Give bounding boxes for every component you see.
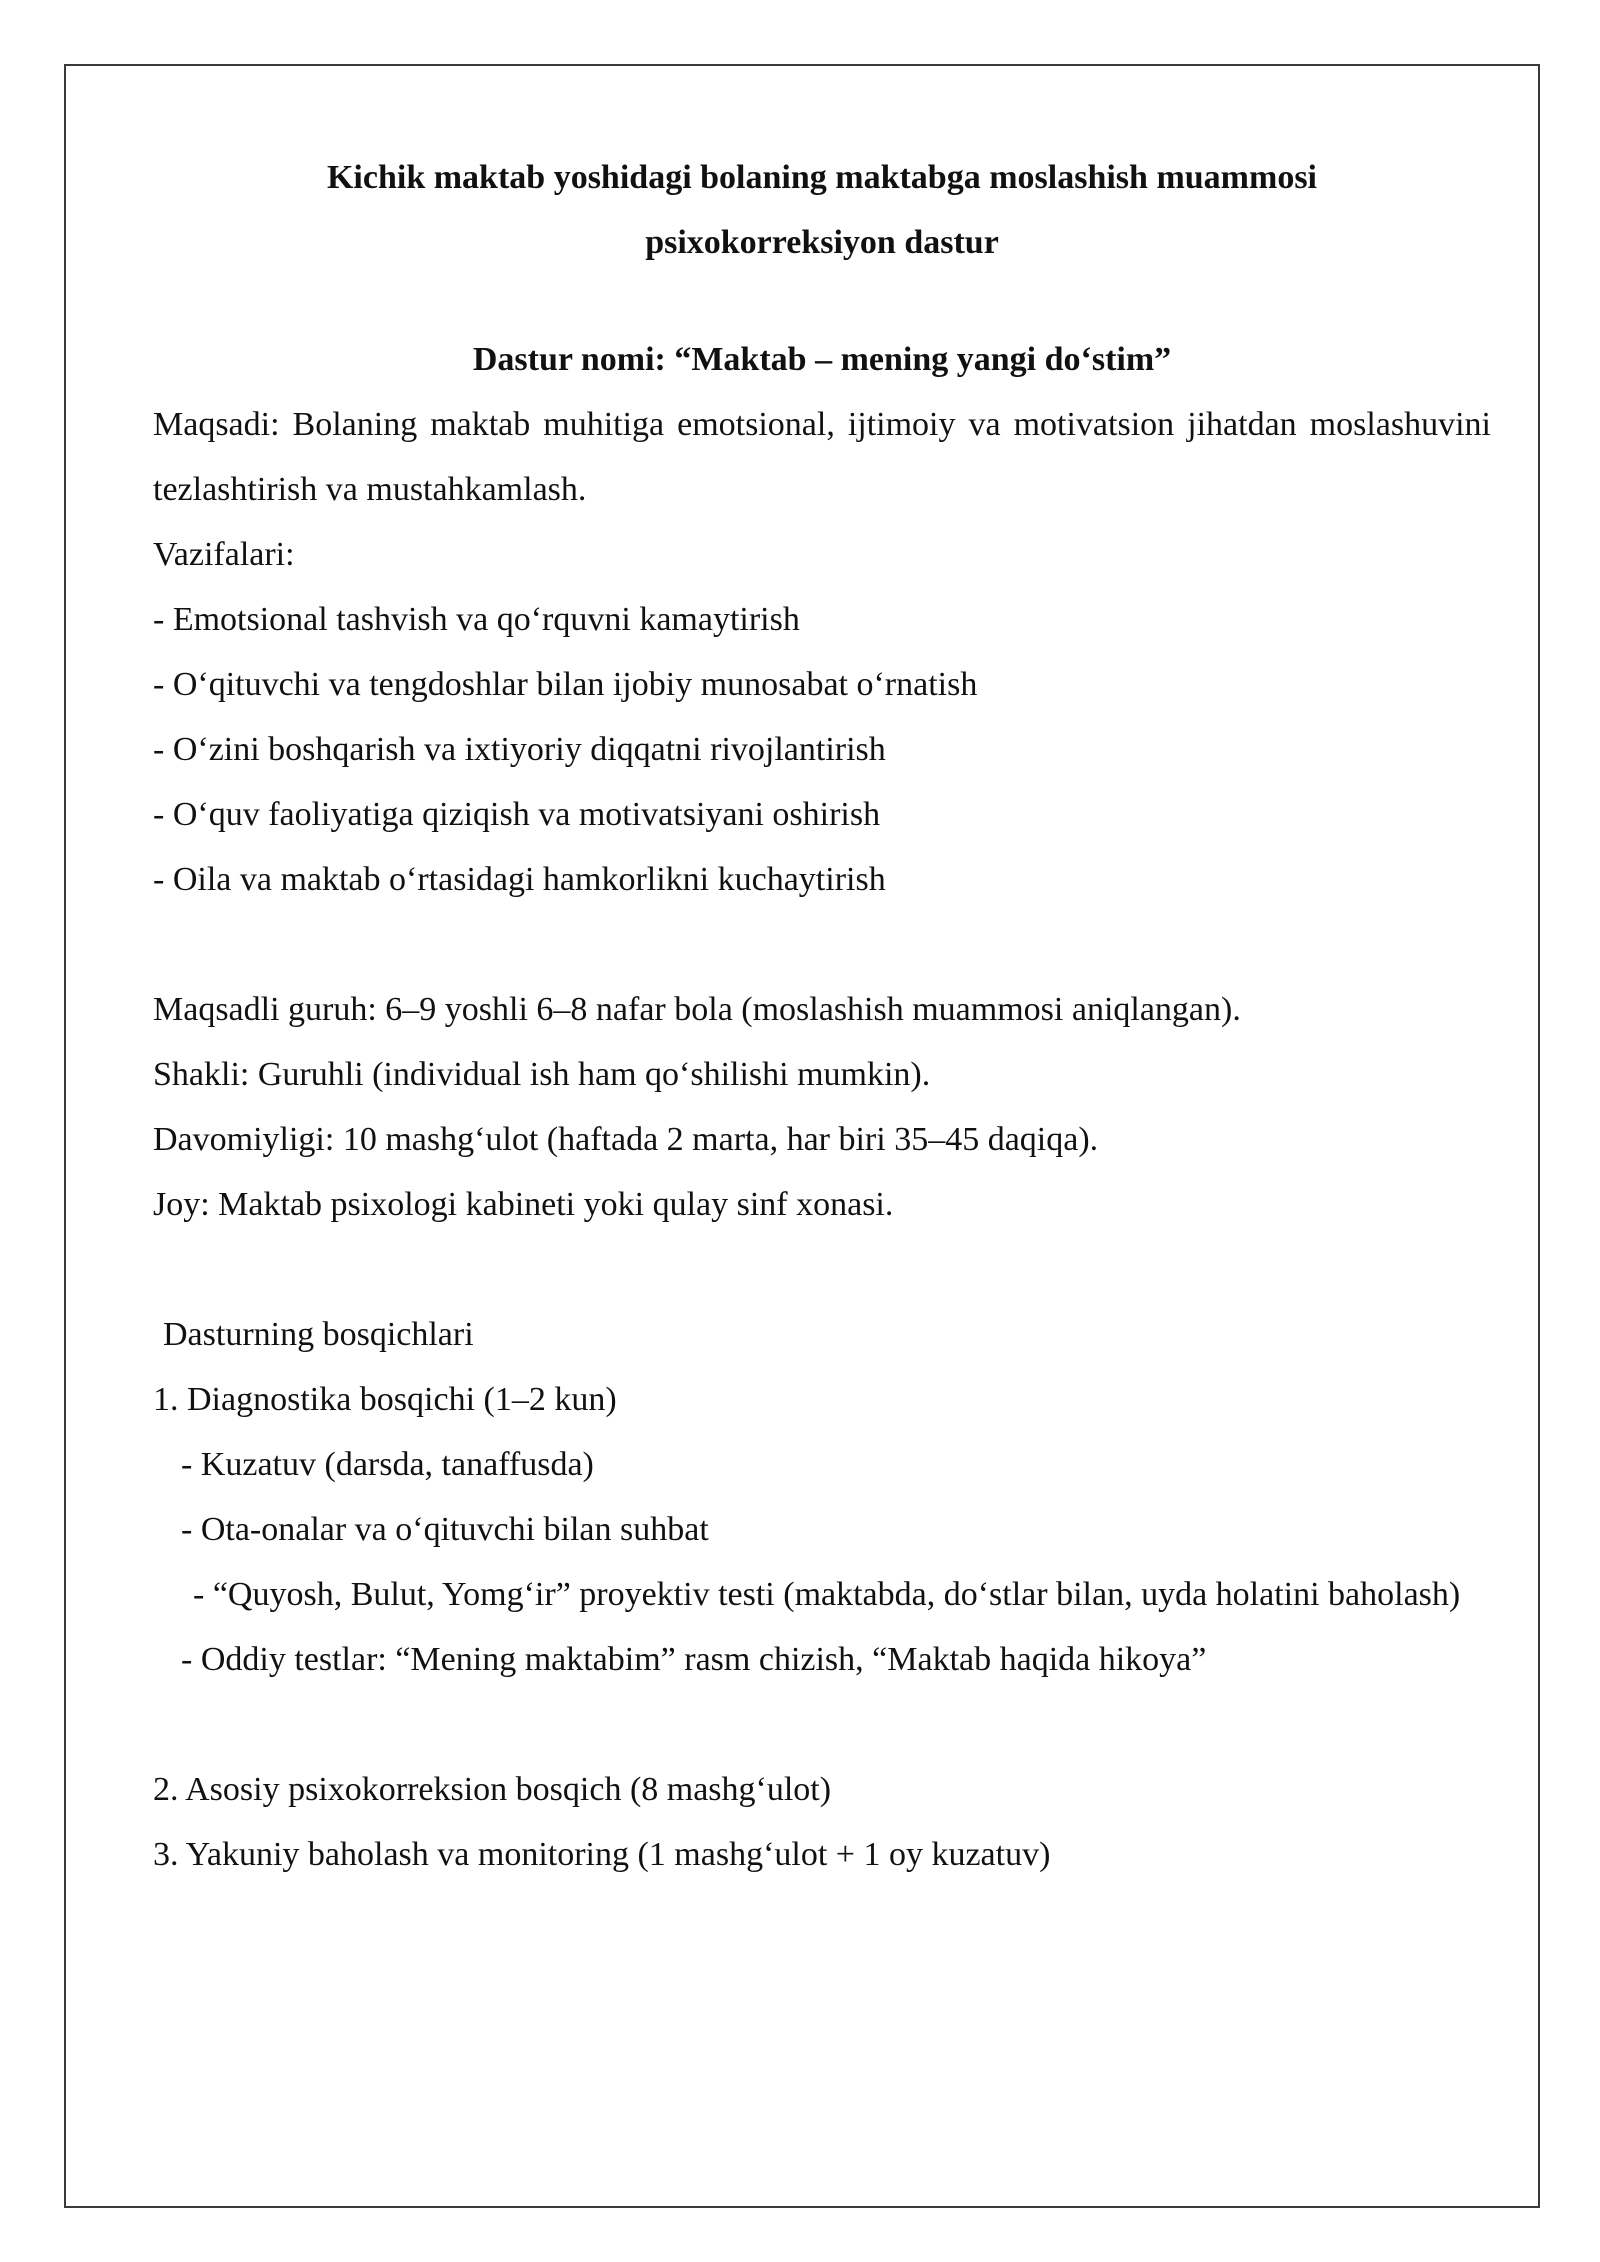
stage-1-simple-tests: - Oddiy testlar: “Mening maktabim” rasm chizish, “Maktab haqida hikoya” — [181, 1641, 1207, 1678]
spacer — [153, 275, 1491, 327]
stages-heading: Dasturning bosqichlari — [163, 1316, 474, 1353]
spacer — [153, 912, 1491, 977]
document-body — [153, 145, 1491, 1887]
stage-1: 1. Diagnostika bosqichi (1–2 kun) — [153, 1381, 617, 1418]
stage-1-projective-test: - “Quyosh, Bulut, Yomg‘ir” proyektiv testi (maktabda, do‘stlar bilan, uyda holatini baholash) — [193, 1576, 1461, 1613]
goal-paragraph: Maqsadi: Bolaning maktab muhitiga emotsional, ijtimoiy va motivatsion jihatdan moslashuvini tezlashtirish va mustahkamlash. — [153, 406, 1491, 508]
program-place: Joy: Maktab psixologi kabineti yoki qulay sinf xonasi. — [153, 1186, 894, 1223]
stage-2: 2. Asosiy psixokorreksion bosqich (8 mashg‘ulot) — [153, 1771, 832, 1808]
stage-3: 3. Yakuniy baholash va monitoring (1 mashg‘ulot + 1 oy kuzatuv) — [153, 1836, 1051, 1873]
tasks-heading: Vazifalari: — [153, 536, 295, 573]
program-name: Dastur nomi: “Maktab – mening yangi do‘stim” — [472, 341, 1172, 378]
program-duration: Davomiyligi: 10 mashg‘ulot (haftada 2 marta, har biri 35–45 daqiqa). — [153, 1121, 1099, 1158]
task-item: - O‘zini boshqarish va ixtiyoriy diqqatni rivojlantirish — [153, 731, 886, 768]
stage-1-item: - Ota-onalar va o‘qituvchi bilan suhbat — [181, 1511, 709, 1548]
program-form: Shakli: Guruhli (individual ish ham qo‘shilishi mumkin). — [153, 1056, 931, 1093]
document-title: Kichik maktab yoshidagi bolaning maktabga moslashish muammosi — [326, 159, 1318, 196]
spacer — [153, 1237, 1491, 1302]
document-subtitle: psixokorreksiyon dastur — [645, 224, 999, 261]
task-item: - Emotsional tashvish va qo‘rquvni kamaytirish — [153, 601, 800, 638]
target-group: Maqsadli guruh: 6–9 yoshli 6–8 nafar bola (moslashish muammosi aniqlangan). — [153, 991, 1241, 1028]
spacer — [153, 1692, 1491, 1757]
task-item: - O‘quv faoliyatiga qiziqish va motivatsiyani oshirish — [153, 796, 881, 833]
stage-1-item: - Kuzatuv (darsda, tanaffusda) — [181, 1446, 594, 1483]
task-item: - Oila va maktab o‘rtasidagi hamkorlikni kuchaytirish — [153, 861, 886, 898]
task-item: - O‘qituvchi va tengdoshlar bilan ijobiy munosabat o‘rnatish — [153, 666, 978, 703]
